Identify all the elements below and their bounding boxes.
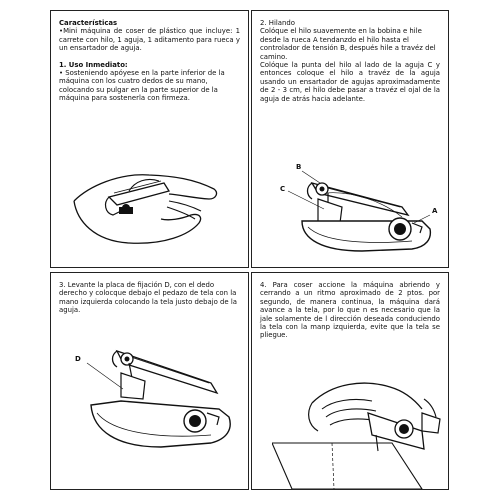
step1-title: 1. Uso Inmediato:: [59, 60, 128, 69]
step2-title: 2. Hilando: [260, 19, 295, 27]
panel1-text: [59, 19, 240, 103]
label-b: B: [296, 163, 302, 171]
label-c: C: [280, 185, 286, 193]
panel2-text: [260, 19, 440, 103]
panel3-text: [59, 281, 240, 315]
panel-characteristics: [50, 10, 249, 268]
label-d: D: [75, 355, 81, 363]
label-a: A: [432, 207, 438, 215]
hand-sewing-fabric-illustration: [272, 373, 447, 489]
step3-text: 3. Levante la placa de fijación D, con el dedo derecho y colocque debajo el pedazo de tela con la mano izquierda colocando la tela justo debajo de la aguja.: [59, 281, 237, 315]
characteristics-text: •Mini máquina de coser de plástico que incluye: 1 carrete con hilo, 1 aguja, 1 aditamento para rueca y un ensartador de aguja.: [59, 27, 240, 53]
panel-fabric-placement: [50, 272, 249, 490]
characteristics-heading: Características: [59, 19, 118, 27]
step1-text: • Sosteniendo apóyese en la parte inferior de la máquina con los cuatro dedos de su mano, colocando su pulgar en la parte superior de la máquina para sostenerla con firmeza.: [59, 69, 225, 103]
step2-text-a: Colóque el hilo suavemente en la bobina e hile desde la rueca A tendanzdo el hilo hasta el controlador de tensión B, después hile a travéz del camino.: [260, 27, 436, 61]
panel-threading: [251, 10, 449, 268]
panel4-text: [260, 281, 440, 340]
machine-presser-plate-illustration: [61, 333, 241, 483]
machine-threading-illustration: [262, 151, 442, 263]
panel-sewing: [251, 272, 449, 490]
hand-holding-machine-illustration: [69, 161, 234, 256]
step4-text: 4. Para coser accione la máquina abriendo y cerrando a un ritmo aproximado de 2 ptos. por segundo, de manera continua, la máquina dará avance a la tela, por lo que n es necesario que la jale solamente de l dirección deseada conduciendo la tela con la manp izquierda, evite que la tela se pliegue.: [260, 281, 440, 340]
step2-text-b: Colóque la punta del hilo al lado de la aguja C y entonces coloque el hilo a travéz de la aguja usando un ensartador de agujas aproximadamente de 2 - 3 cm, el hilo debe pasar a travéz el ojal de la aguja de atrás hacia adelante.: [260, 61, 440, 103]
